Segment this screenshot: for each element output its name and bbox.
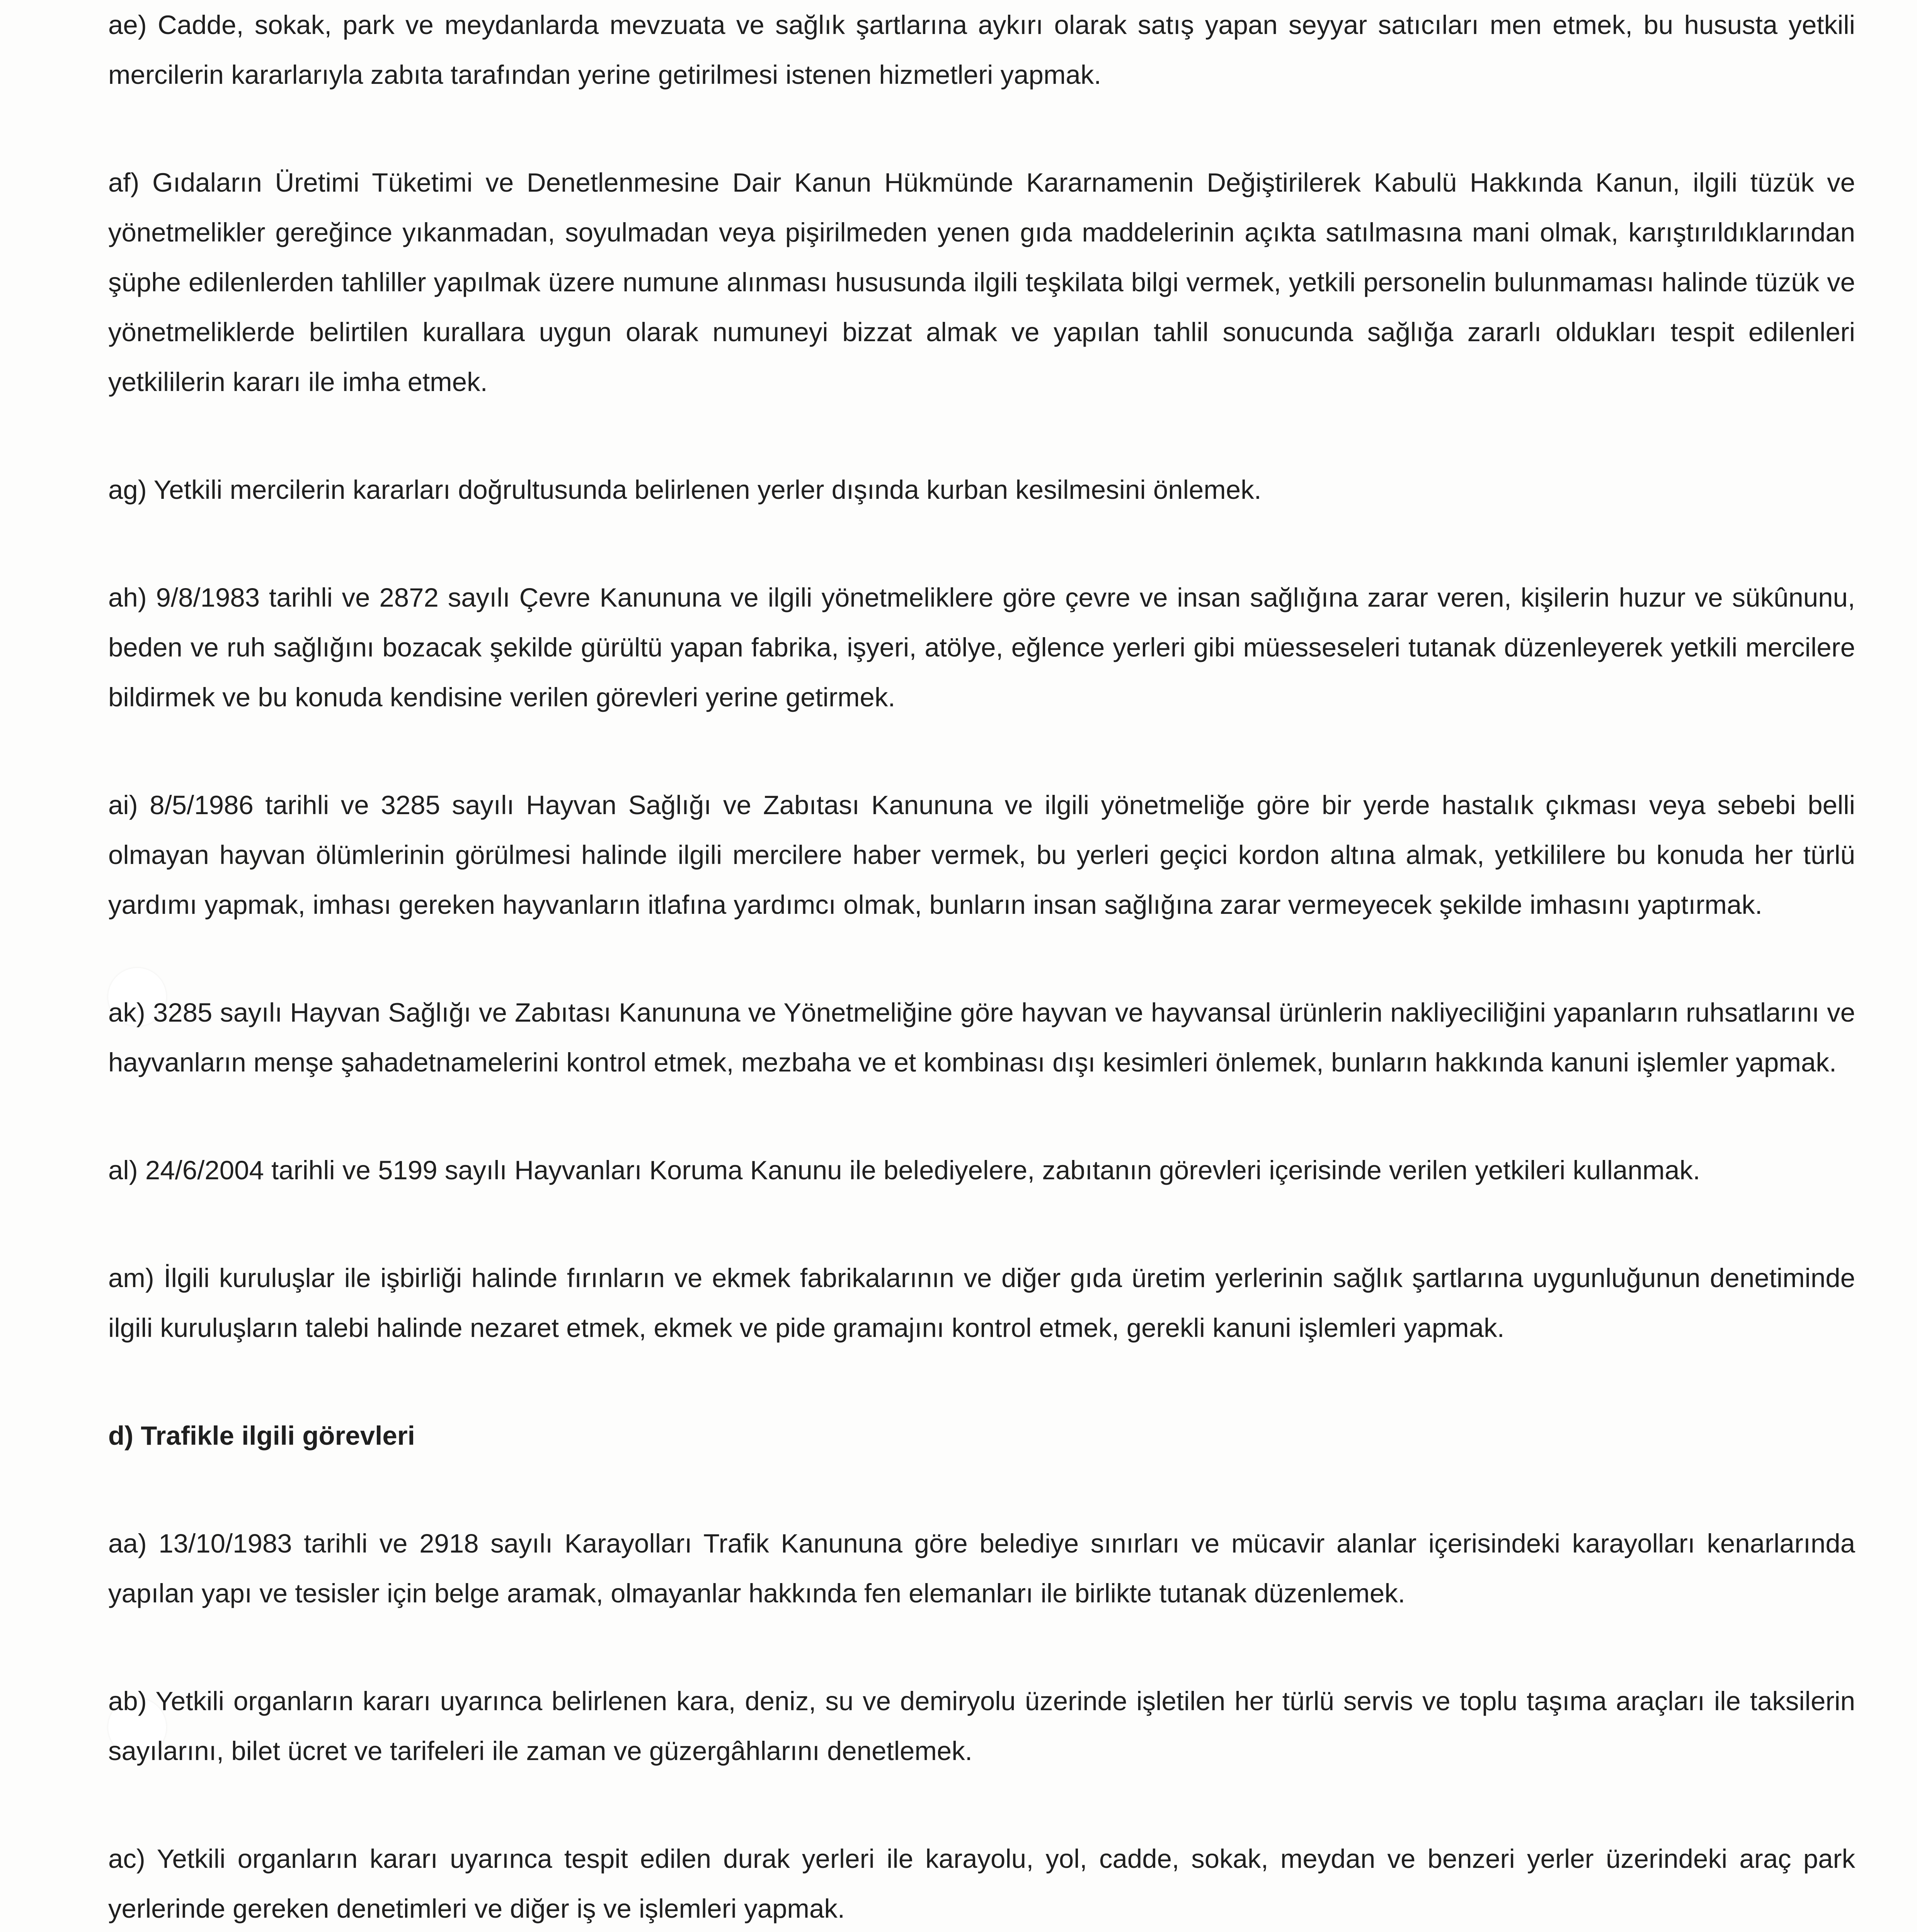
paragraph-ak: ak) 3285 sayılı Hayvan Sağlığı ve Zabıtası Kanununa ve Yönetmeliğine göre hayvan ve hayvansal ürünlerin nakliyeciliğini yapanların ruhsatlarını ve hayvanların menşe şahadetnamelerini kontrol etmek, mezbaha ve et kombinası dışı kesimleri önlemek, bunların hakkında kanuni işlemler yapmak.	[108, 998, 1855, 1077]
paragraph-traffic-ac: ac) Yetkili organların kararı uyarınca tespit edilen durak yerleri ile karayolu, yol, cadde, sokak, meydan ve benzeri yerler üzerindeki araç park yerlerinde gereken denetimleri ve diğer iş ve işlemleri yapmak.	[108, 1844, 1855, 1923]
paragraph-traffic-ab: ab) Yetkili organların kararı uyarınca belirlenen kara, deniz, su ve demiryolu üzerinde işletilen her türlü servis ve toplu taşıma araçları ile taksilerin sayılarını, bilet ücret ve tarifeleri ile zaman ve güzergâhlarını denetlemek.	[108, 1686, 1855, 1766]
paragraph-ah: ah) 9/8/1983 tarihli ve 2872 sayılı Çevre Kanununa ve ilgili yönetmeliklere göre çevre ve insan sağlığına zarar veren, kişilerin huzur ve sükûnunu, beden ve ruh sağlığını bozacak şekilde gürültü yapan fabrika, işyeri, atölye, eğlence yerleri gibi müesseseleri tutanak düzenleyerek yetkili mercilere bildirmek ve bu konuda kendisine verilen görevleri yerine getirmek.	[108, 583, 1855, 712]
paragraph-traffic-aa: aa) 13/10/1983 tarihli ve 2918 sayılı Karayolları Trafik Kanununa göre belediye sınırları ve mücavir alanlar içerisindeki karayolları kenarlarında yapılan yapı ve tesisler için belge aramak, olmayanlar hakkında fen elemanları ile birlikte tutanak düzenlemek.	[108, 1529, 1855, 1608]
paragraph-ai: ai) 8/5/1986 tarihli ve 3285 sayılı Hayvan Sağlığı ve Zabıtası Kanununa ve ilgili yönetmeliğe göre bir yerde hastalık çıkması veya sebebi belli olmayan hayvan ölümlerinin görülmesi halinde ilgili mercilere haber vermek, bu yerleri geçici kordon altına almak, yetkililere bu konuda her türlü yardımı yapmak, imhası gereken hayvanların itlafına yardımcı olmak, bunların insan sağlığına zarar vermeyecek şekilde imhasını yaptırmak.	[108, 790, 1855, 920]
section-heading-traffic: d) Trafikle ilgili görevleri	[108, 1421, 415, 1451]
paragraph-ag: ag) Yetkili mercilerin kararları doğrultusunda belirlenen yerler dışında kurban kesilmesini önlemek.	[108, 475, 1262, 505]
paragraph-af: af) Gıdaların Üretimi Tüketimi ve Denetlenmesine Dair Kanun Hükmünde Kararnamenin Değiştirilerek Kabulü Hakkında Kanun, ilgili tüzük ve yönetmelikler gereğince yıkanmadan, soyulmadan veya pişirilmeden yenen gıda maddelerinin açıkta satılmasına mani olmak, karıştırıldıklarından şüphe edilenlerden tahliller yapılmak üzere numune alınması hususunda ilgili teşkilata bilgi vermek, yetkili personelin bulunmaması halinde tüzük ve yönetmeliklerde belirtilen kurallara uygun olarak numuneyi bizzat almak ve yapılan tahlil sonucunda sağlığa zararlı oldukları tespit edilenleri yetkililerin kararı ile imha etmek.	[108, 168, 1855, 397]
paragraph-am: am) İlgili kuruluşlar ile işbirliği halinde fırınların ve ekmek fabrikalarının ve diğer gıda üretim yerlerinin sağlık şartlarına uygunluğunun denetiminde ilgili kuruluşların talebi halinde nezaret etmek, ekmek ve pide gramajını kontrol etmek, gerekli kanuni işlemleri yapmak.	[108, 1263, 1855, 1343]
paragraph-al: al) 24/6/2004 tarihli ve 5199 sayılı Hayvanları Koruma Kanunu ile belediyelere, zabıtanın görevleri içerisinde verilen yetkileri kullanmak.	[108, 1155, 1701, 1185]
document-body	[108, 0, 1855, 1932]
paragraph-ae: ae) Cadde, sokak, park ve meydanlarda mevzuata ve sağlık şartlarına aykırı olarak satış yapan seyyar satıcıları men etmek, bu hususta yetkili mercilerin kararlarıyla zabıta tarafından yerine getirilmesi istenen hizmetleri yapmak.	[108, 10, 1855, 90]
